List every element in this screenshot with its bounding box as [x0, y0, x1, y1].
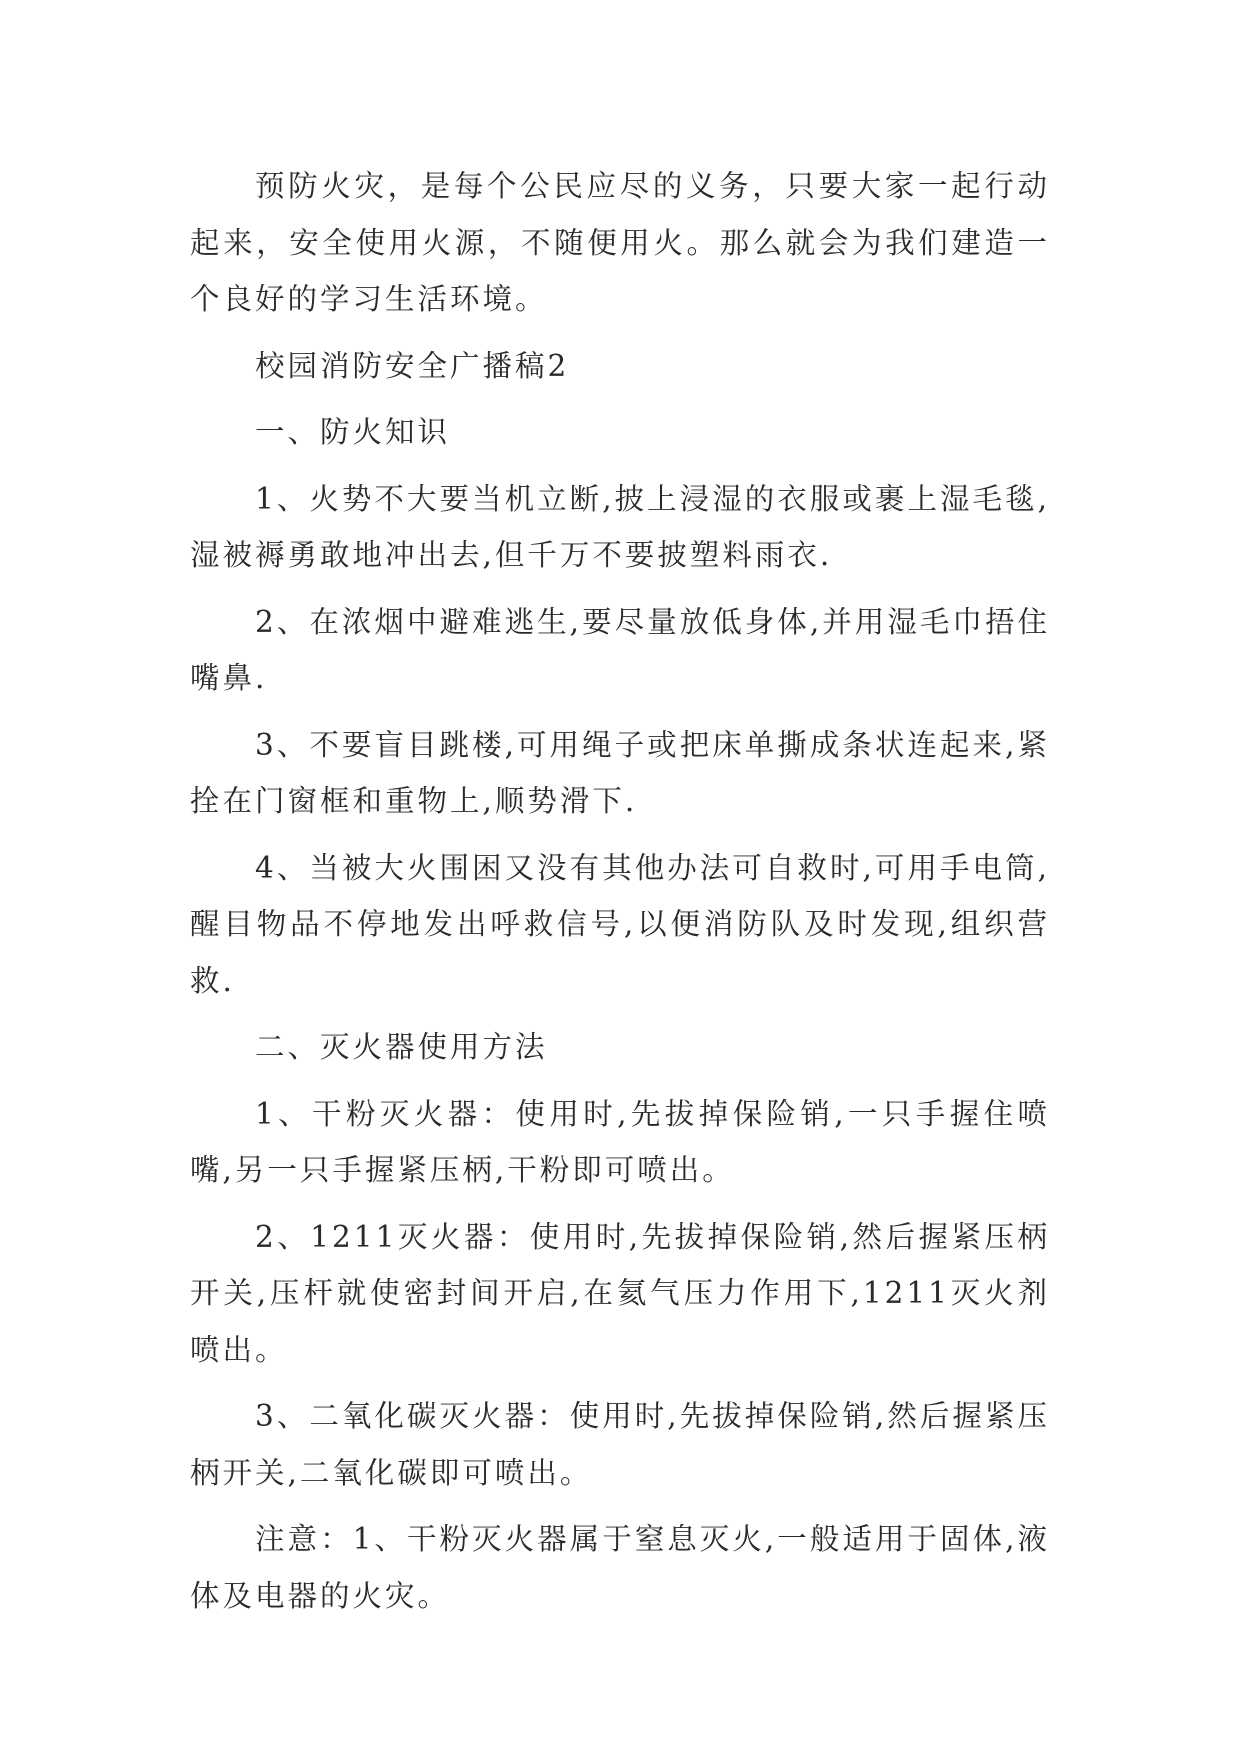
heading-fire-prevention: 一、防火知识: [255, 415, 451, 449]
section-title: 校园消防安全广播稿2: [255, 348, 570, 383]
list-item: 1、干粉灭火器：使用时,先拔掉保险销,一只手握住喷嘴,另一只手握紧压柄,干粉即可喷出。: [190, 1096, 1050, 1187]
paragraph-intro: 预防火灾，是每个公民应尽的义务，只要大家一起行动起来，安全使用火源，不随便用火。那么就会为我们建造一个良好的学习生活环境。: [190, 169, 1050, 316]
heading-extinguisher-usage: 二、灭火器使用方法: [255, 1030, 548, 1064]
list-item: 3、二氧化碳灭火器：使用时,先拔掉保险销,然后握紧压柄开关,二氧化碳即可喷出。: [190, 1399, 1050, 1490]
note-paragraph: 注意：1、干粉灭火器属于窒息灭火,一般适用于固体,液体及电器的火灾。: [190, 1522, 1050, 1613]
list-item: 4、当被大火围困又没有其他办法可自救时,可用手电筒,醒目物品不停地发出呼救信号,以便消防队及时发现,组织营救.: [190, 850, 1050, 998]
document-body: [190, 158, 1050, 1634]
list-item: 2、在浓烟中避难逃生,要尽量放低身体,并用湿毛巾捂住嘴鼻.: [190, 604, 1050, 695]
list-item: 1、火势不大要当机立断,披上浸湿的衣服或裹上湿毛毯,湿被褥勇敢地冲出去,但千万不要披塑料雨衣.: [190, 481, 1050, 572]
list-item: 2、1211灭火器：使用时,先拔掉保险销,然后握紧压柄开关,压杆就使密封间开启,在氦气压力作用下,1211灭火剂喷出。: [190, 1219, 1050, 1367]
list-item: 3、不要盲目跳楼,可用绳子或把床单撕成条状连起来,紧拴在门窗框和重物上,顺势滑下.: [190, 727, 1050, 818]
